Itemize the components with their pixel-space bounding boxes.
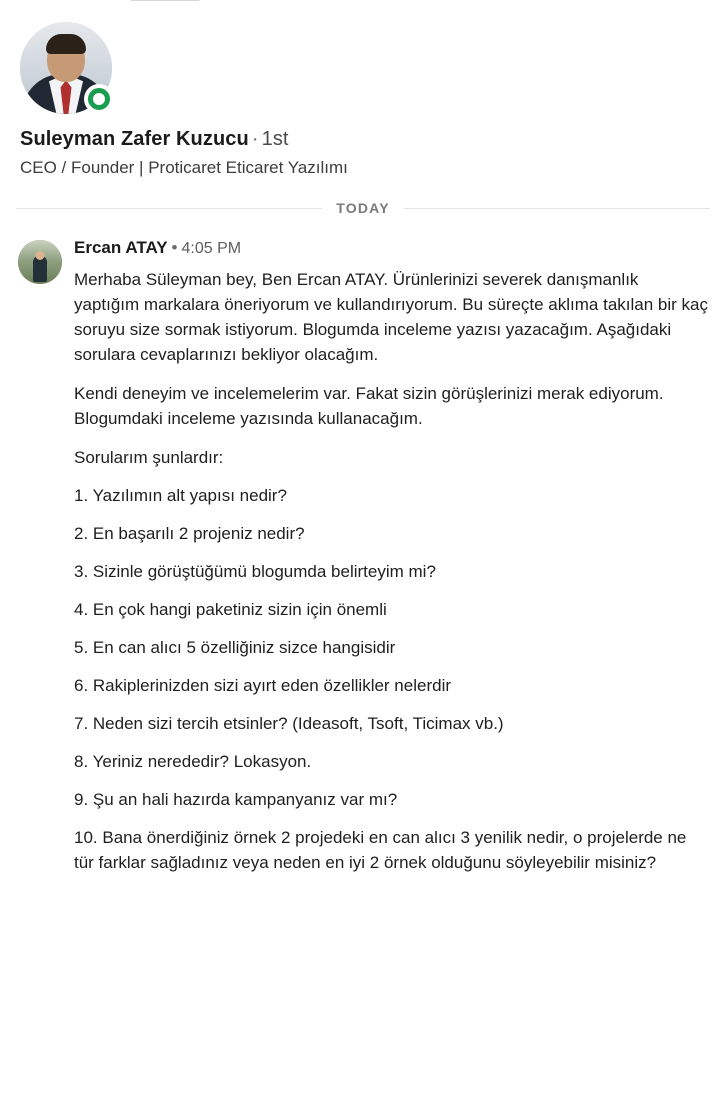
message-question: 1. Yazılımın alt yapısı nedir? [74, 485, 287, 505]
sender-photo-head [36, 251, 45, 260]
message-question: 5. En can alıcı 5 özelliğiniz sizce hangisidir [74, 637, 396, 657]
message-meta [74, 238, 708, 258]
message-body [74, 238, 708, 889]
message-question: 3. Sizinle görüştüğümü blogumda belirteyim mi? [74, 561, 436, 581]
message-paragraph: Sorularım şunlardır: [74, 447, 224, 467]
online-status-ring [88, 88, 110, 110]
message-question: 7. Neden sizi tercih etsinler? (Ideasoft, Tsoft, Ticimax vb.) [74, 713, 504, 733]
message-question: 8. Yeriniz nerededir? Lokasyon. [74, 751, 312, 771]
message-meta-separator: • [171, 238, 178, 257]
message-question: 10. Bana önerdiğiniz örnek 2 projedeki en can alıcı 3 yenilik nedir, o projelerde ne tür farklar sağladınız veya neden en iyi 2 örnek olduğunu söyleyebilir misiniz? [74, 827, 687, 872]
profile-headline: CEO / Founder | Proticaret Eticaret Yazılımı [20, 158, 348, 177]
online-status-icon [84, 84, 114, 114]
top-strip [0, 0, 726, 8]
divider-line-right [404, 208, 710, 209]
message-sender-name[interactable]: Ercan ATAY [74, 238, 168, 257]
partial-header-fragment [130, 0, 200, 1]
profile-name[interactable]: Suleyman Zafer Kuzucu [20, 128, 249, 150]
message-question: 2. En başarılı 2 projeniz nedir? [74, 523, 305, 543]
photo-hair [46, 34, 86, 54]
message-item [0, 238, 726, 889]
connection-degree: 1st [261, 128, 289, 150]
date-divider [16, 200, 710, 216]
profile-avatar-wrap[interactable] [20, 22, 112, 114]
sender-photo[interactable] [18, 240, 62, 284]
message-question: 4. En çok hangi paketiniz sizin için önemli [74, 599, 387, 619]
message-question: 6. Rakiplerinizden sizi ayırt eden özellikler nelerdir [74, 675, 452, 695]
name-separator: · [251, 128, 259, 150]
date-divider-label: TODAY [336, 200, 390, 216]
message-paragraph: Kendi deneyim ve incelemelerim var. Fakat sizin görüşlerinizi merak ediyorum. Blogumdaki inceleme yazısında kullanacağım. [74, 383, 664, 428]
divider-line-left [16, 208, 322, 209]
profile-name-line [20, 128, 706, 151]
profile-header [0, 8, 726, 178]
message-paragraph: Merhaba Süleyman bey, Ben Ercan ATAY. Ürünlerinizi severek danışmanlık yaptığım markalara öneriyorum ve kullandırıyorum. Bu süreçte aklıma takılan bir kaç soruyu size sormak istiyorum. Blogumda inceleme yazısı yazacağım. Aşağıdaki sorulara cevaplarınızı bekliyor olacağım. [74, 270, 708, 364]
message-question: 9. Şu an hali hazırda kampanyanız var mı? [74, 789, 398, 809]
message-timestamp: 4:05 PM [181, 240, 242, 257]
